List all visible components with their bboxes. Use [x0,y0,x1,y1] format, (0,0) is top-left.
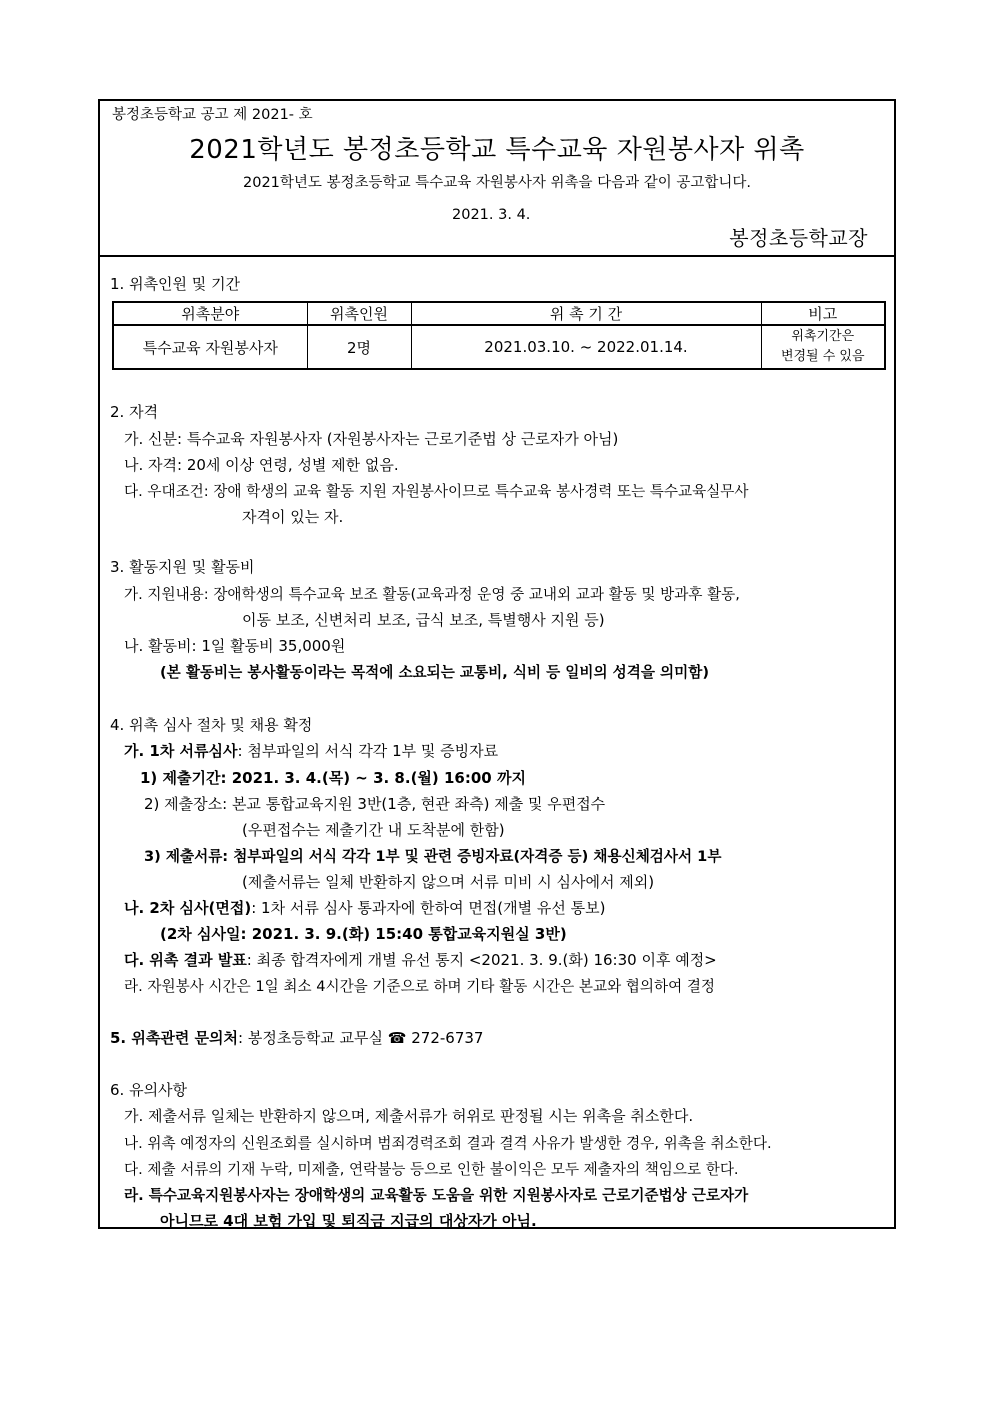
cell-note [761,325,885,369]
section3-line: 이동 보조, 신변처리 보조, 급식 보조, 특별행사 지원 등) [242,611,605,629]
section5-label: 5. 위촉관련 문의처 [110,1029,239,1047]
section5-text: : 봉정초등학교 교무실 ☎ 272-6737 [238,1029,484,1047]
cell-count: 2명 [307,325,411,369]
section6-line: 라. 특수교육지원봉사자는 장애학생의 교육활동 도움을 위한 지원봉사자로 근로기준법상 근로자가 [124,1187,749,1204]
table-header-period: 위 촉 기 간 [411,302,761,325]
note-line-1: 위촉기간은 [791,329,855,344]
section4-ra: 라. 자원봉사 시간은 1일 최소 4시간을 기준으로 하며 기타 활동 시간은 본교와 협의하여 결정 [124,978,716,995]
page-title: 2021학년도 봉정초등학교 특수교육 자원봉사자 위촉 [189,135,805,165]
section3-heading: 3. 활동지원 및 활동비 [110,558,255,576]
section4-sub3: 3) 제출서류: 첨부파일의 서식 각각 1부 및 관련 증빙자료(자격증 등) 채용신체검사서 1부 [144,848,722,865]
signer: 봉정초등학교장 [729,226,868,250]
section1-heading: 1. 위촉인원 및 기간 [110,275,241,293]
section2-line: 다. 우대조건: 장애 학생의 교육 활동 지원 자원봉사이므로 특수교육 봉사경력 또는 특수교육실무사 [124,483,749,500]
section4-da-label: 다. 위촉 결과 발표 [124,951,247,969]
section4-sub2-note: (우편접수는 제출기간 내 도착분에 한함) [242,821,505,839]
section4-ga [124,740,498,761]
section4-heading: 4. 위촉 심사 절차 및 채용 확정 [110,716,313,734]
lead-sentence: 2021학년도 봉정초등학교 특수교육 자원봉사자 위촉을 다음과 같이 공고합니다. [243,175,751,191]
section2-heading: 2. 자격 [110,403,159,421]
section4-da [124,949,717,970]
section4-sub1: 1) 제출기간: 2021. 3. 4.(목) ~ 3. 8.(월) 16:00 까지 [140,769,526,787]
table-header-field: 위촉분야 [113,302,307,325]
section4-na [124,897,605,918]
section6-line: 가. 제출서류 일체는 반환하지 않으며, 제출서류가 허위로 판정될 시는 위촉을 취소한다. [124,1107,694,1125]
cell-field: 특수교육 자원봉사자 [113,325,307,369]
section4-da-text: : 최종 합격자에게 개별 유선 통지 <2021. 3. 9.(화) 16:30 이후 예정> [246,951,717,969]
section6-line: 아니므로 4대 보험 가입 및 퇴직금 지급의 대상자가 아님. [160,1212,537,1230]
section4-na-text: : 1차 서류 심사 통과자에 한하여 면접(개별 유선 통보) [251,899,606,917]
section4-sub3-note: (제출서류는 일체 반환하지 않으며 서류 미비 시 심사에서 제외) [242,873,655,891]
section2-line: 자격이 있는 자. [242,508,344,526]
section3-line: 나. 활동비: 1일 활동비 35,000원 [124,637,346,655]
section4-ga-text: : 첨부파일의 서식 각각 1부 및 증빙자료 [237,742,499,760]
table-header-note: 비고 [761,302,885,325]
section3-line: 가. 지원내용: 장애학생의 특수교육 보조 활동(교육과정 운영 중 교내외 교과 활동 및 방과후 활동, [124,586,740,603]
section6-heading: 6. 유의사항 [110,1081,188,1099]
section6-line: 나. 위촉 예정자의 신원조회를 실시하며 범죄경력조회 결과 결격 사유가 발생한 경우, 위촉을 취소한다. [124,1135,772,1152]
section2-line: 나. 자격: 20세 이상 연령, 성별 제한 없음. [124,456,399,474]
section4-na-label: 나. 2차 심사(면접) [124,899,252,917]
table-row [113,325,885,369]
appointment-table [112,301,886,370]
section3-fee-note: (본 활동비는 봉사활동이라는 목적에 소요되는 교통비, 식비 등 일비의 성격을 의미함) [160,664,710,681]
section6-line: 다. 제출 서류의 기재 누락, 미제출, 연락불능 등으로 인한 불이익은 모두 제출자의 책임으로 한다. [124,1161,739,1178]
section4-na-date: (2차 심사일: 2021. 3. 9.(화) 15:40 통합교육지원실 3반) [160,925,567,943]
table-header-count: 위촉인원 [307,302,411,325]
section5-contact [110,1027,483,1048]
notice-frame [98,99,896,1229]
notice-date: 2021. 3. 4. [452,207,531,223]
note-line-2: 변경될 수 있음 [780,349,865,364]
section4-sub2: 2) 제출장소: 본교 통합교육지원 3반(1층, 현관 좌측) 제출 및 우편접수 [144,795,606,813]
notice-number: 봉정초등학교 공고 제 2021- 호 [112,107,313,123]
cell-period: 2021.03.10. ~ 2022.01.14. [411,325,761,369]
header-divider [100,255,894,257]
section4-ga-label: 가. 1차 서류심사 [124,742,238,760]
section2-line: 가. 신분: 특수교육 자원봉사자 (자원봉사자는 근로기준법 상 근로자가 아님) [124,430,619,448]
